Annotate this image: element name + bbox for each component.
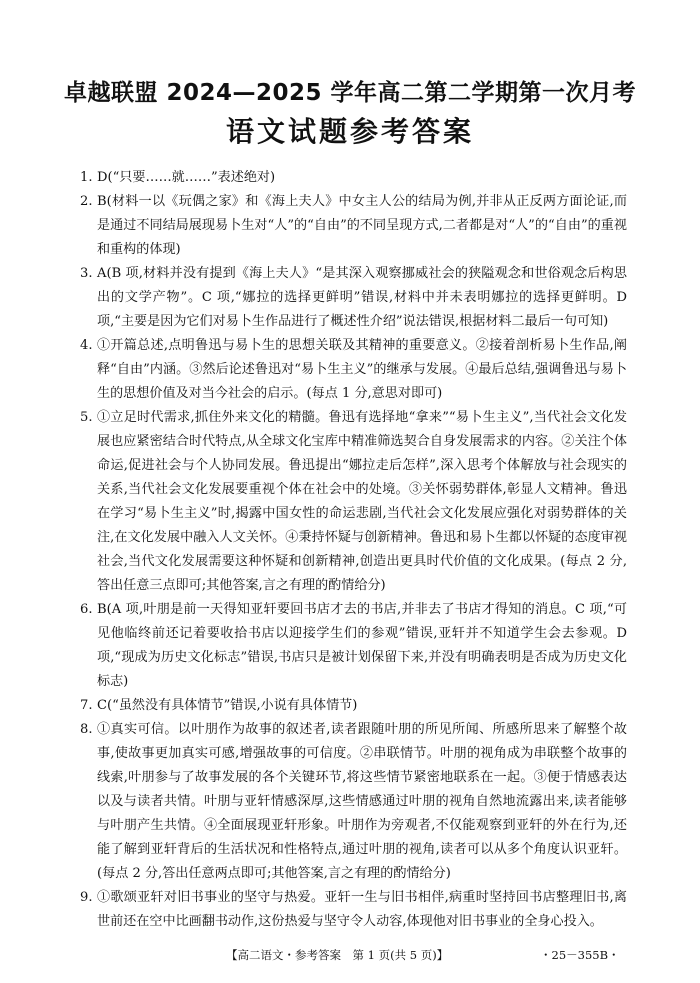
answer-text: B(A 项,叶朋是前一天得知亚轩要回书店才去的书店,并非去了书店才得知的消息。C 项,“可见他临终前还记着要收拾书店以迎接学生们的参观”错误,亚轩并不知道学生会去参观。D 项,“现成为历史文化标志”错误,书店只是被计划保留下来,并没有明确表明是否成为历史文化标志) bbox=[97, 602, 627, 689]
answer-item-4 bbox=[80, 334, 627, 406]
answer-item-9 bbox=[80, 886, 627, 934]
footer-code: ・25－355B・ bbox=[540, 948, 620, 962]
answer-number: 7. bbox=[80, 698, 93, 713]
page-subtitle: 语文试题参考答案 bbox=[225, 115, 474, 148]
page-title: 卓越联盟 2024—2025 学年高二第二学期第一次月考 bbox=[63, 80, 637, 106]
answer-item-1 bbox=[80, 166, 627, 190]
answer-number: 5. bbox=[80, 410, 93, 425]
answer-item-5 bbox=[80, 406, 627, 598]
answer-item-3 bbox=[80, 262, 627, 334]
answer-text: A(B 项,材料并没有提到《海上夫人》“是其深入观察挪威社会的狭隘观念和世俗观念后构思出的文学产物”。C 项,“娜拉的选择更鲜明”错误,材料中并未表明娜拉的选择更鲜明。D 项,“主要是因为它们对易卜生作品进行了概述性介绍”说法错误,根据材料二最后一句可知) bbox=[97, 266, 627, 329]
answer-text: D(“只要……就……”表述绝对) bbox=[97, 170, 276, 185]
answer-list bbox=[80, 166, 627, 934]
answer-text: ①立足时代需求,抓住外来文化的精髓。鲁迅有选择地“拿来”“易卜生主义”,当代社会文化发展也应紧密结合时代特点,从全球文化宝库中精准筛选契合自身发展需求的内容。②关注个体命运,促进社会与个人协同发展。鲁迅提出“娜拉走后怎样”,深入思考个体解放与社会现实的关系,当代社会文化发展要重视个体在社会中的处境。③关怀弱势群体,彰显人文精神。鲁迅在学习“易卜生主义”时,揭露中国女性的命运悲剧,当代社会文化发展应强化对弱势群体的关注,在文化发展中融入人文关怀。④秉持怀疑与创新精神。鲁迅和易卜生都以怀疑的态度审视社会,当代文化发展需要这种怀疑和创新精神,创造出更具时代价值的文化成果。(每点 2 分,答出任意三点即可;其他答案,言之有理的酌情给分) bbox=[97, 410, 627, 593]
answer-number: 3. bbox=[80, 266, 93, 281]
footer-page-info: 【高二语文・参考答案 第 1 页(共 5 页)】 bbox=[226, 948, 449, 962]
answer-number: 6. bbox=[80, 602, 93, 617]
answer-number: 4. bbox=[80, 338, 93, 353]
answer-item-7 bbox=[80, 694, 627, 718]
answer-text: C(“虽然没有具体情节”错误,小说有具体情节) bbox=[97, 698, 358, 713]
answer-text: ①开篇总述,点明鲁迅与易卜生的思想关联及其精神的重要意义。②接着剖析易卜生作品,阐释“自由”内涵。③然后论述鲁迅对“易卜生主义”的继承与发展。④最后总结,强调鲁迅与易卜生的思想价值及对当今社会的启示。(每点 1 分,意思对即可) bbox=[97, 338, 627, 401]
answer-item-8 bbox=[80, 718, 627, 886]
answer-text: ①歌颂亚轩对旧书事业的坚守与热爱。亚轩一生与旧书相伴,病重时坚持回书店整理旧书,离世前还在空中比画翻书动作,这份热爱与坚守令人动容,体现他对旧书事业的全身心投入。 bbox=[97, 890, 627, 929]
answer-item-2 bbox=[80, 190, 627, 262]
answer-text: B(材料一以《玩偶之家》和《海上夫人》中女主人公的结局为例,并非从正反两方面论证,而是通过不同结局展现易卜生对“人”的“自由”的不同呈现方式,二者都是对“人”的“自由”的重视和重构的体现) bbox=[97, 194, 627, 257]
answer-number: 1. bbox=[80, 170, 93, 185]
answer-text: ①真实可信。以叶朋作为故事的叙述者,读者跟随叶朋的所见所闻、所感所思来了解整个故事,使故事更加真实可感,增强故事的可信度。②串联情节。叶朋的视角成为串联整个故事的线索,叶朋参与了故事发展的各个关键环节,将这些情节紧密地联系在一起。③便于情感表达以及与读者共情。叶朋与亚轩情感深厚,这些情感通过叶朋的视角自然地流露出来,读者能够与叶朋产生共情。④全面展现亚轩形象。叶朋作为旁观者,不仅能观察到亚轩的外在行为,还能了解到亚轩背后的生活状况和性格特点,通过叶朋的视角,读者可以从多个角度认识亚轩。(每点 2 分,答出任意两点即可;其他答案,言之有理的酌情给分) bbox=[97, 722, 627, 881]
answer-number: 8. bbox=[80, 722, 93, 737]
page-footer bbox=[0, 947, 700, 967]
answer-number: 9. bbox=[80, 890, 93, 905]
answer-item-6 bbox=[80, 598, 627, 694]
answer-number: 2. bbox=[80, 194, 93, 209]
